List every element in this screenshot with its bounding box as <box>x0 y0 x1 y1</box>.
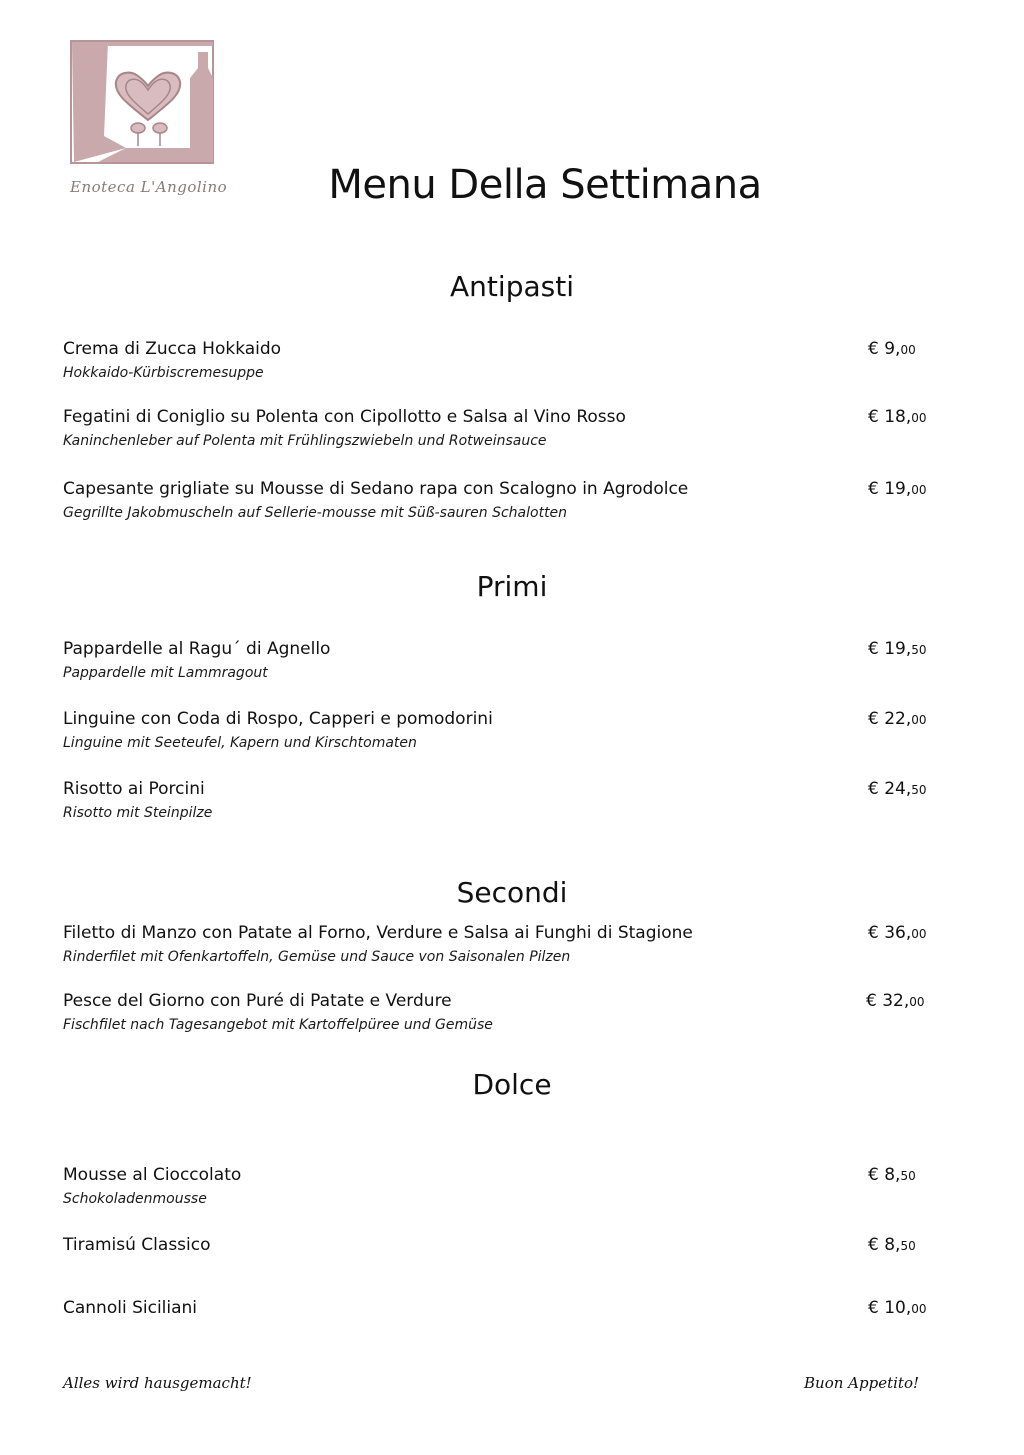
menu-item <box>63 778 933 823</box>
item-price: € 32,00 <box>866 991 925 1011</box>
section-title-antipasti: Antipasti <box>450 270 574 303</box>
item-price: € 18,00 <box>868 407 927 427</box>
menu-item <box>63 990 933 1035</box>
section-title-dolce: Dolce <box>472 1068 552 1101</box>
brand-name: Enoteca L'Angolino <box>70 178 228 196</box>
item-description: Kaninchenleber auf Polenta mit Frühlingszwiebeln und Rotweinsauce <box>63 433 547 449</box>
menu-item <box>63 1164 933 1209</box>
item-description: Risotto mit Steinpilze <box>63 805 213 821</box>
menu-item <box>63 478 933 523</box>
item-description: Schokoladenmousse <box>63 1191 207 1207</box>
item-name: Linguine con Coda di Rospo, Capperi e pomodorini <box>63 709 493 729</box>
item-name: Mousse al Cioccolato <box>63 1165 242 1185</box>
item-name: Risotto ai Porcini <box>63 779 205 799</box>
footer-homemade-note: Alles wird hausgemacht! <box>63 1374 252 1392</box>
item-description: Pappardelle mit Lammragout <box>63 665 268 681</box>
item-price: € 24,50 <box>868 779 927 799</box>
item-name: Pesce del Giorno con Puré di Patate e Verdure <box>63 991 452 1011</box>
item-name: Capesante grigliate su Mousse di Sedano rapa con Scalogno in Agrodolce <box>63 479 689 499</box>
menu-item <box>63 1297 933 1319</box>
item-price: € 19,00 <box>868 479 927 499</box>
item-description: Linguine mit Seeteufel, Kapern und Kirschtomaten <box>63 735 417 751</box>
item-price: € 8,50 <box>868 1235 916 1255</box>
footer-greeting: Buon Appetito! <box>804 1374 919 1392</box>
menu-item <box>63 708 933 753</box>
item-price: € 10,00 <box>868 1298 927 1318</box>
menu-item <box>63 638 933 683</box>
item-price: € 9,00 <box>868 339 916 359</box>
menu-item <box>63 406 933 451</box>
menu-item <box>63 338 933 383</box>
page-title: Menu Della Settimana <box>328 162 762 208</box>
section-title-primi: Primi <box>476 570 548 603</box>
item-name: Pappardelle al Ragu´ di Agnello <box>63 639 331 659</box>
menu-item <box>63 922 933 967</box>
section-title-secondi: Secondi <box>456 876 568 909</box>
item-price: € 36,00 <box>868 923 927 943</box>
item-description: Gegrillte Jakobmuscheln auf Sellerie-mousse mit Süß-sauren Schalotten <box>63 505 568 521</box>
item-name: Crema di Zucca Hokkaido <box>63 339 282 359</box>
item-name: Filetto di Manzo con Patate al Forno, Verdure e Salsa ai Funghi di Stagione <box>63 923 693 943</box>
item-price: € 19,50 <box>868 639 927 659</box>
item-price: € 22,00 <box>868 709 927 729</box>
item-name: Fegatini di Coniglio su Polenta con Cipollotto e Salsa al Vino Rosso <box>63 407 626 427</box>
item-name: Tiramisú Classico <box>63 1235 211 1255</box>
restaurant-logo <box>68 38 216 166</box>
item-description: Hokkaido-Kürbiscremesuppe <box>63 365 264 381</box>
item-description: Fischfilet nach Tagesangebot mit Kartoffelpüree und Gemüse <box>63 1017 493 1033</box>
item-description: Rinderfilet mit Ofenkartoffeln, Gemüse und Sauce von Saisonalen Pilzen <box>63 949 571 965</box>
menu-item <box>63 1234 933 1256</box>
item-name: Cannoli Siciliani <box>63 1298 198 1318</box>
item-price: € 8,50 <box>868 1165 916 1185</box>
